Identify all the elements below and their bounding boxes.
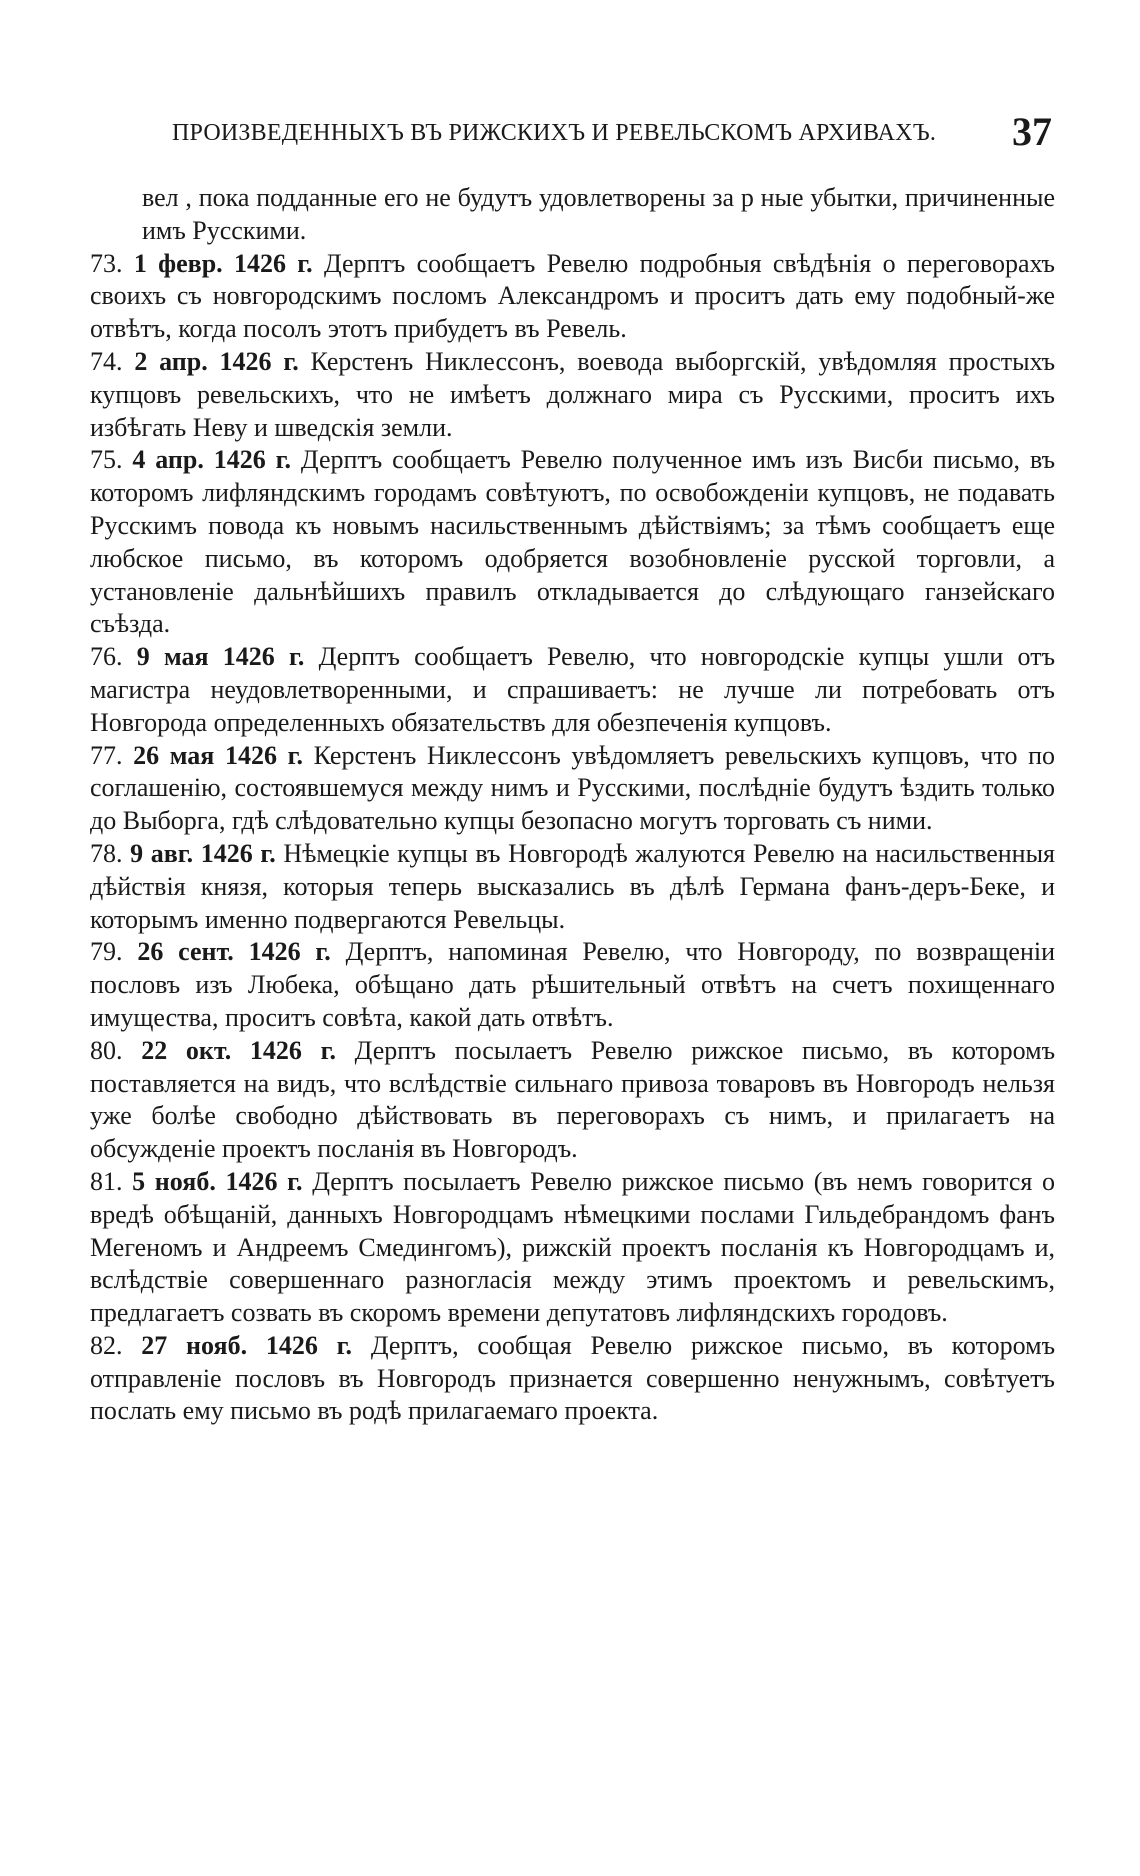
entry-date: 27 нояб. 1426 г. — [141, 1330, 353, 1360]
entry-text: Дерптъ сообщаетъ Ревелю подробныя свѣдѣнія о переговорахъ своихъ съ новгородскимъ посломъ Александромъ и проситъ дать ему подобный-же отвѣтъ, когда посолъ этотъ прибудетъ въ Ревель. — [90, 248, 1055, 344]
entry-82 — [90, 1330, 1055, 1428]
entry-date: 22 окт. 1426 г. — [141, 1035, 336, 1065]
entry-79 — [90, 936, 1055, 1034]
entry-81 — [90, 1166, 1055, 1330]
entry-text: Дерптъ посылаетъ Ревелю рижское письмо, въ которомъ поставляется на видъ, что вслѣдствіе сильнаго привоза товаровъ въ Новгородъ нельзя уже болѣе свободно дѣйствовать въ переговорахъ съ нимъ, и прилагаетъ на обсужденіе проектъ посланія въ Новгородъ. — [90, 1035, 1056, 1164]
entry-text: Дерптъ посылаетъ Ревелю рижское письмо (въ немъ говорится о вредѣ обѣщаній, данныхъ Новгородцамъ нѣмецкими послами Гильдебрандомъ фанъ Мегеномъ и Андреемъ Смедингомъ), рижскій проектъ посланія къ Новгородцамъ и, вслѣдствіе совершеннаго разногласія между этимъ проектомъ и ревельскимъ, предлагаетъ созвать въ скоромъ времени депутатовъ лифляндскихъ городовъ. — [90, 1166, 1055, 1328]
entry-77 — [90, 740, 1055, 838]
entry-text: Керстенъ Никлессонъ, воевода выборгскій, увѣдомляя простыхъ купцовъ ревельскихъ, что не имѣетъ должнаго мира съ Русскими, проситъ ихъ избѣгать Неву и шведскія земли. — [90, 346, 1056, 442]
entry-number: 80. — [90, 1035, 123, 1065]
entry-73 — [90, 248, 1055, 346]
entry-number: 74. — [90, 346, 123, 376]
entry-text: Нѣмецкіе купцы въ Новгородѣ жалуются Ревелю на насильственныя дѣйствія князя, которыя теперь высказались въ дѣлѣ Германа фанъ-деръ-Беке, и которымъ именно подвергаются Ревельцы. — [90, 838, 1055, 934]
entry-text: Дерптъ сообщаетъ Ревелю, что новгородскіе купцы ушли отъ магистра неудовлетворенными, и спрашиваетъ: не лучше ли потребовать отъ Новгорода определенныхъ обязательствъ для обезпеченія купцовъ. — [90, 642, 1056, 737]
entry-75 — [90, 444, 1055, 641]
entry-text: Дерптъ сообщаетъ Ревелю полученное имъ изъ Висби письмо, въ которомъ лифляндскимъ городамъ совѣтуютъ, по освобожденіи купцовъ, не подавать Русскимъ повода къ новымъ насильственнымъ дѣйствіямъ; за тѣмъ сообщаетъ еще любское письмо, въ которомъ одобряется возобновленіе русской торговли, а установленіе дальнѣйшихъ правилъ откладывается до слѣдующаго ганзейскаго съѣзда. — [90, 445, 1056, 639]
continuation-paragraph: вел , пока подданные его не будутъ удовлетворены за р ные убытки, причиненные имъ Русскими. — [142, 183, 1055, 245]
running-title: ПРОИЗВЕДЕННЫХЪ ВЪ РИЖСКИХЪ И РЕВЕЛЬСКОМЪ АРХИВАХЪ. — [172, 120, 937, 146]
entry-number: 75. — [90, 445, 123, 475]
entry-74 — [90, 346, 1055, 444]
running-head — [172, 108, 1052, 158]
entry-text: Дерптъ, напоминая Ревелю, что Новгороду, по возвращеніи пословъ изъ Любека, обѣщано дать рѣшительный отвѣтъ на счетъ похищеннаго имущества, проситъ совѣта, какой дать отвѣтъ. — [90, 937, 1056, 1032]
entry-number: 77. — [90, 740, 123, 770]
entry-number: 78. — [90, 838, 123, 868]
entry-date: 4 апр. 1426 г. — [132, 445, 292, 475]
entry-80 — [90, 1035, 1055, 1166]
entry-date: 1 февр. 1426 г. — [133, 248, 313, 278]
entry-76 — [90, 641, 1055, 739]
document-body — [90, 182, 1056, 1428]
entry-date: 5 нояб. 1426 г. — [132, 1166, 303, 1196]
entry-date: 2 апр. 1426 г. — [134, 346, 299, 376]
entry-number: 76. — [90, 642, 123, 672]
entry-number: 79. — [90, 937, 123, 967]
entry-date: 9 мая 1426 г. — [136, 642, 305, 672]
entry-number: 81. — [90, 1166, 123, 1196]
entry-text: Керстенъ Никлессонъ увѣдомляетъ ревельскихъ купцовъ, что по соглашенію, состоявшемуся между нимъ и Русскими, послѣдніе будутъ ѣздить только до Выборга, гдѣ слѣдовательно купцы безопасно могутъ торговать съ ними. — [90, 740, 1056, 836]
entry-date: 9 авг. 1426 г. — [130, 838, 276, 868]
entry-text: Дерптъ, сообщая Ревелю рижское письмо, въ которомъ отправленіе пословъ въ Новгородъ признается совершенно ненужнымъ, совѣтуетъ послать ему письмо въ родѣ прилагаемаго проекта. — [90, 1330, 1056, 1426]
entry-date: 26 сент. 1426 г. — [137, 937, 331, 967]
entry-78 — [90, 838, 1055, 936]
page-number: 37 — [1012, 109, 1052, 154]
entry-date: 26 мая 1426 г. — [133, 740, 303, 770]
entry-number: 82. — [90, 1330, 123, 1360]
entry-number: 73. — [90, 248, 123, 278]
